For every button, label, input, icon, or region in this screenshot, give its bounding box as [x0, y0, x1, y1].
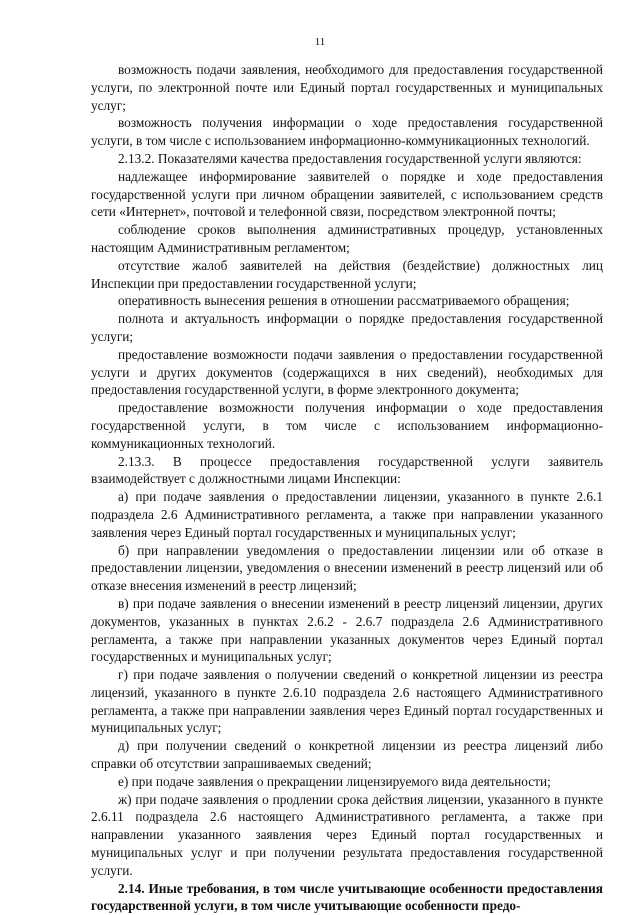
- list-item-e: е) при подаче заявления о прекращении лицензируемого вида деятельности;: [118, 773, 551, 789]
- paragraph-electronic-application: предоставление возможности подачи заявления о предоставлении государственной услуги и других документов (содержащихся в них сведений), необходимых для предоставления государственной услуги, в форме электронного документа;: [91, 346, 603, 398]
- document-body: [91, 61, 603, 915]
- list-item-a: а) при подаче заявления о предоставлении лицензии, указанного в пункте 2.6.1 подраздела 2.6 Административного регламента, а также при направлении указанного заявления через Единый портал государственных и муниципальных услуг;: [91, 489, 603, 540]
- paragraph-completeness: полнота и актуальность информации о порядке предоставления государственной услуги;: [91, 311, 603, 344]
- list-item-g: г) при подаче заявления о получении сведений о конкретной лицензии из реестра лицензий, указанного в пункте 2.6.10 подраздела 2.6 настоящего Административного регламента, а также при направлении заявления через Единый портал государственных и муниципальных услуг;: [91, 667, 603, 736]
- section-heading-2-14: 2.14. Иные требования, в том числе учитывающие особенности предоставления государственной услуги, в том числе учитывающие особенности предо-: [91, 880, 603, 914]
- paragraph-interaction-intro: 2.13.3. В процессе предоставления государственной услуги заявитель взаимодействует с должностными лицами Инспекции:: [91, 453, 603, 487]
- paragraph-no-complaints: отсутствие жалоб заявителей на действия (бездействие) должностных лиц Инспекции при предоставлении государственной услуги;: [91, 257, 603, 291]
- list-item-d: д) при получении сведений о конкретной лицензии из реестра лицензий либо справки об отсутствии запрашиваемых сведений;: [91, 738, 603, 772]
- paragraph-deadlines: соблюдение сроков выполнения административных процедур, установленных настоящим Административным регламентом;: [91, 222, 603, 255]
- list-item-v: в) при подаче заявления о внесении изменений в реестр лицензий лицензии, других документов, указанных в пунктах 2.6.2 - 2.6.7 подраздела 2.6 Административного регламента, а также при направлении указанных документов через Единый портал государственных и муниципальных услуг;: [91, 595, 603, 665]
- paragraph-electronic-info: предоставление возможности получения информации о ходе предоставления государственной услуги, в том числе с использованием информационно-коммуникационных технологий.: [91, 400, 603, 451]
- list-item-zh: ж) при подаче заявления о продлении срока действия лицензии, указанного в пункте 2.6.11 подраздела 2.6 настоящего Административного регламента, а также при направлении указанного заявления через Единый портал государственных и муниципальных услуг и при получении результата предоставления государственной услуги.: [91, 791, 603, 878]
- paragraph-quality-indicators: 2.13.2. Показателями качества предоставления государственной услуги являются:: [118, 150, 582, 166]
- paragraph-proper-informing: надлежащее информирование заявителей о порядке и ходе предоставления государственной услуги при личном обращении заявителей, с использованием средств сети «Интернет», почтовой и телефонной связи, посредством электронной почты;: [91, 168, 603, 220]
- page-number: 11: [314, 36, 326, 48]
- paragraph-progress-info: возможность получения информации о ходе предоставления государственной услуги, в том числе с использованием информационно-коммуникационных технологий.: [91, 115, 603, 149]
- paragraph-promptness: оперативность вынесения решения в отношении рассматриваемого обращения;: [118, 293, 570, 309]
- list-item-b: б) при направлении уведомления о предоставлении лицензии или об отказе в предоставлении лицензии, уведомления о внесении изменений в реестр лицензий или об отказе внесения изменений в реестр лицензий;: [91, 542, 603, 594]
- paragraph-electronic-submission: возможность подачи заявления, необходимого для предоставления государственной услуги, по электронной почте или Единый портал государственных и муниципальных услуг;: [91, 62, 603, 113]
